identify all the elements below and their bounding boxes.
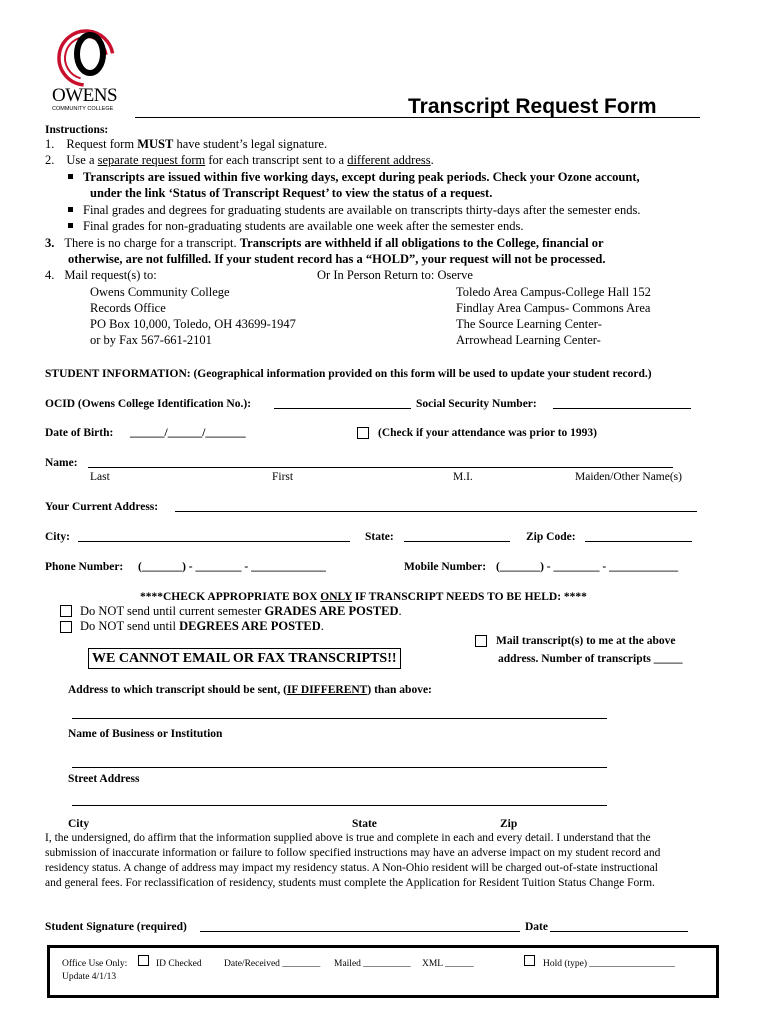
ssn-label: Social Security Number: [416,398,537,410]
name-mi-caption: M.I. [453,471,473,483]
mobile-field[interactable]: (_______) - ________ - ____________ [496,561,679,573]
zip-label: Zip Code: [526,531,576,543]
campus-location: Toledo Area Campus-College Hall 152 [456,285,651,299]
signature-field[interactable] [200,931,520,932]
instruction-2: 2. Use a separate request form for each transcript sent to a different address. [45,153,434,167]
hold-degrees-checkbox[interactable] [60,621,72,633]
zip-field[interactable] [585,541,692,542]
college-logo [50,18,122,118]
mail-to-me-label: Mail transcript(s) to me at the above [496,635,676,647]
dob-label: Date of Birth: [45,427,114,439]
bullet-non-graduating: Final grades for non-graduating students are available one week after the semester ends. [68,219,523,234]
affirmation-line: residency status. A change of address may impact my residency status. A Non-Ohio resident will be charged out-of-state instructional [45,862,658,874]
city-field[interactable] [78,541,350,542]
phone-label: Phone Number: [45,561,124,573]
xml-label[interactable]: XML ______ [422,959,474,969]
signature-label: Student Signature (required) [45,921,187,933]
hold-header: ****CHECK APPROPRIATE BOX ONLY IF TRANSCRIPT NEEDS TO BE HELD: **** [140,591,587,603]
prior-1993-checkbox[interactable] [357,427,369,439]
mail-to-me-checkbox[interactable] [475,635,487,647]
college-subname: COMMUNITY COLLEGE [52,106,114,112]
prior-1993-label: (Check if your attendance was prior to 1993) [378,427,598,439]
bullet-icon [68,207,73,212]
id-checked-label: ID Checked [156,959,202,969]
hold-type-checkbox[interactable] [524,955,535,966]
transcript-count-label[interactable]: address. Number of transcripts _____ [498,653,683,665]
bullet-graduating: Final grades and degrees for graduating students are available on transcripts thirty-days after the semester ends. [68,203,640,218]
owens-logo-icon [50,18,122,90]
bullet-processing-time: Transcripts are issued within five working days, except during peak periods. Check your Ozone account, [68,170,640,185]
state-field[interactable] [404,541,510,542]
city-label: City: [45,531,70,543]
mailed-label[interactable]: Mailed __________ [334,959,411,969]
city-state-zip-field[interactable] [72,805,607,806]
dob-field[interactable]: ______/______/_______ [130,427,246,439]
send-city-label: City [68,818,90,830]
student-info-header: STUDENT INFORMATION: (Geographical information provided on this form will be used to update your student record.) [45,368,652,380]
state-label: State: [365,531,394,543]
hold-grades-label: Do NOT send until current semester GRADES ARE POSTED. [80,604,402,618]
no-email-notice: WE CANNOT EMAIL OR FAX TRANSCRIPTS!! [88,648,401,669]
instruction-3-cont: otherwise, are not fulfilled. If your student record has a “HOLD”, your request will not be processed. [68,252,606,266]
mail-address-line: Owens Community College [90,285,230,299]
name-last-caption: Last [90,471,110,483]
campus-location: The Source Learning Center- [456,317,602,331]
bullet-icon [68,223,73,228]
form-title: Transcript Request Form [408,95,657,118]
ocid-field[interactable] [274,408,411,409]
business-label: Name of Business or Institution [68,728,223,740]
business-field[interactable] [72,718,607,719]
send-state-label: State [352,818,377,830]
update-date: Update 4/1/13 [62,972,117,982]
date-received-label[interactable]: Date/Received ________ [224,959,321,969]
office-use-box [47,945,719,998]
phone-field[interactable]: (_______) - ________ - _____________ [138,561,326,573]
ssn-field[interactable] [553,408,691,409]
affirmation-line: and general fees. For reclassification of residency, students must complete the Application for Resident Tuition Status Change Form. [45,877,655,889]
street-field[interactable] [72,767,607,768]
send-to-header: Address to which transcript should be sent, (IF DIFFERENT) than above: [68,684,432,696]
name-field[interactable] [88,467,673,468]
name-label: Name: [45,457,78,469]
hold-degrees-label: Do NOT send until DEGREES ARE POSTED. [80,619,324,633]
instruction-3: 3. There is no charge for a transcript. Transcripts are withheld if all obligations to the College, financial or [45,236,604,250]
instruction-4-mail: 4. Mail request(s) to: [45,268,157,282]
ocid-label: OCID (Owens College Identification No.): [45,398,252,410]
instruction-4-inperson: Or In Person Return to: Oserve [317,268,473,282]
date-field[interactable] [550,931,688,932]
name-first-caption: First [272,471,294,483]
campus-location: Findlay Area Campus- Commons Area [456,301,651,315]
office-use-label: Office Use Only: [62,959,128,969]
bullet-processing-time-cont: under the link ‘Status of Transcript Request’ to view the status of a request. [90,186,493,200]
affirmation-line: submission of inaccurate information or failure to follow specified instructions may have an adverse impact on my student record and [45,847,661,859]
date-label: Date [525,921,548,933]
bullet-icon [68,174,73,179]
mail-address-line: or by Fax 567-661-2101 [90,333,212,347]
instructions-label: Instructions: [45,124,109,136]
send-zip-label: Zip [500,818,518,830]
street-label: Street Address [68,773,140,785]
college-name: OWENS [52,85,118,106]
hold-grades-checkbox[interactable] [60,605,72,617]
affirmation-line: I, the undersigned, do affirm that the information supplied above is true and complete in each and every detail. I understand that the [45,832,651,844]
instruction-1: 1. Request form MUST have student’s legal signature. [45,137,328,151]
mail-address-line: PO Box 10,000, Toledo, OH 43699-1947 [90,317,296,331]
hold-type-label[interactable]: Hold (type) __________________ [543,959,675,969]
id-checked-checkbox[interactable] [138,955,149,966]
current-address-label: Your Current Address: [45,501,159,513]
mail-address-line: Records Office [90,301,166,315]
current-address-field[interactable] [175,511,697,512]
mobile-label: Mobile Number: [404,561,487,573]
campus-location: Arrowhead Learning Center- [456,333,601,347]
name-maiden-caption: Maiden/Other Name(s) [575,471,682,483]
